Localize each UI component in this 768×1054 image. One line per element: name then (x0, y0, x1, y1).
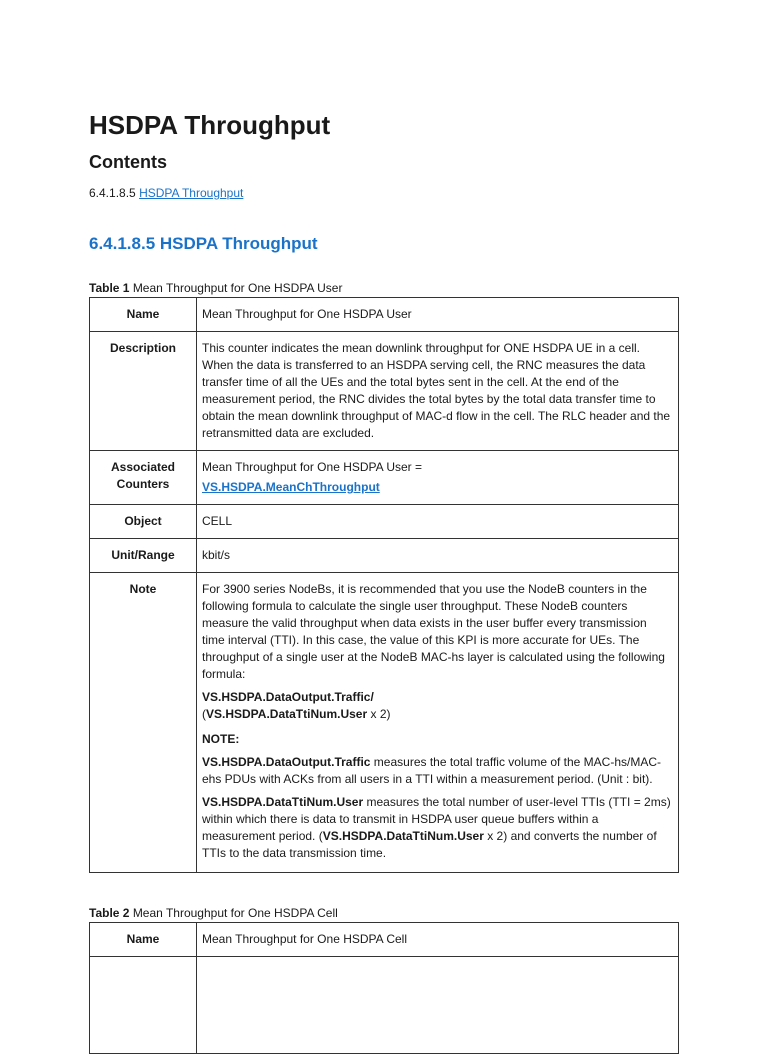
row-value-name: Mean Throughput for One HSDPA User (197, 298, 679, 332)
note-paragraph-1 (202, 754, 672, 788)
table1-caption (89, 281, 342, 295)
row-label-associated-counters (90, 451, 197, 505)
row-value-unit-range: kbit/s (197, 539, 679, 573)
note-p2-counter: VS.HSDPA.DataTtiNum.User (202, 795, 364, 809)
table2-caption-text: Mean Throughput for One HSDPA Cell (132, 906, 338, 920)
toc-entry (89, 185, 243, 201)
row-label-empty (90, 957, 197, 1054)
associated-label-line1: Associated (110, 460, 176, 474)
row-label-name: Name (90, 298, 197, 332)
table-row (90, 923, 679, 957)
formula-line2 (202, 706, 672, 723)
note-p2-text2: x 2) and converts the number of TTIs to the data transmission time. (202, 829, 657, 860)
document-title: HSDPA Throughput (89, 110, 331, 140)
table1-caption-text: Mean Throughput for One HSDPA User (132, 281, 343, 295)
counter-link-meanchthroughput[interactable]: VS.HSDPA.MeanChThroughput (202, 480, 380, 494)
table-row (90, 332, 679, 451)
row-value-description: This counter indicates the mean downlink throughput for ONE HSDPA UE in a cell. When the data is transferred to an HSDPA serving cell, the RNC measures the data transfer time of all the UEs and the total bytes sent in the cell. At the end of the measurement period, the RNC divides the total bytes by the total data transfer time to obtain the mean downlink throughput of MAC-d flow in the cell. The RLC header and the retransmitted data are excluded. (197, 332, 679, 451)
table-row (90, 451, 679, 505)
table-row (90, 573, 679, 873)
table1-caption-label: Table 1 (89, 281, 130, 295)
row-value-empty (197, 957, 679, 1054)
formula-open: ( (202, 707, 206, 721)
note-p2-text: measures the total number of user-level TTIs (TTI = 2ms) within which there is data to transmit in HSDPA user queue buffers within a measurement period. ( (202, 795, 671, 843)
formula-line1: VS.HSDPA.DataOutput.Traffic/ (202, 690, 374, 704)
note-intro: For 3900 series NodeBs, it is recommended that you use the NodeB counters in the following formula to calculate the single user throughput. These NodeB counters measure the valid throughput when data exists in the user buffer every transmission time interval (TTI). In this case, the value of this KPI is more accurate for UEs. The throughput of a single user at the NodeB MAC-hs layer is calculated using the following formula: (202, 582, 665, 681)
note-p1-text: measures the total traffic volume of the MAC-hs/MAC-ehs PDUs with ACKs from all users in a TTI within a measurement period. (Unit : bit). (202, 755, 662, 786)
note-paragraph-2 (202, 794, 672, 862)
associated-label-line2: Counters (116, 477, 170, 491)
formula-tail: x 2) (367, 707, 391, 721)
associated-formula-prefix: Mean Throughput for One HSDPA User = (202, 460, 423, 474)
toc-link-hsdpa-throughput[interactable]: HSDPA Throughput (139, 186, 244, 200)
table-row (90, 505, 679, 539)
table2 (89, 922, 679, 1054)
toc-number: 6.4.1.8.5 (89, 186, 136, 200)
contents-heading: Contents (89, 152, 167, 172)
table-row (90, 957, 679, 1054)
table2-caption-label: Table 2 (89, 906, 130, 920)
row-label-description: Description (90, 332, 197, 451)
table-row (90, 298, 679, 332)
note-p1-counter: VS.HSDPA.DataOutput.Traffic (202, 755, 371, 769)
formula-counter: VS.HSDPA.DataTtiNum.User (206, 707, 368, 721)
row-value-associated-counters (197, 451, 679, 505)
row-label-name: Name (90, 923, 197, 957)
row-label-unit-range: Unit/Range (90, 539, 197, 573)
table1 (89, 297, 679, 873)
section-heading: 6.4.1.8.5 HSDPA Throughput (89, 234, 318, 253)
note-heading: NOTE: (202, 732, 240, 746)
row-label-note: Note (90, 573, 197, 873)
table-row (90, 539, 679, 573)
table2-caption (89, 906, 338, 920)
row-value-name: Mean Throughput for One HSDPA Cell (197, 923, 679, 957)
row-label-object: Object (90, 505, 197, 539)
row-value-object: CELL (197, 505, 679, 539)
note-p2-counter2: VS.HSDPA.DataTtiNum.User (322, 829, 484, 843)
row-value-note (197, 573, 679, 873)
